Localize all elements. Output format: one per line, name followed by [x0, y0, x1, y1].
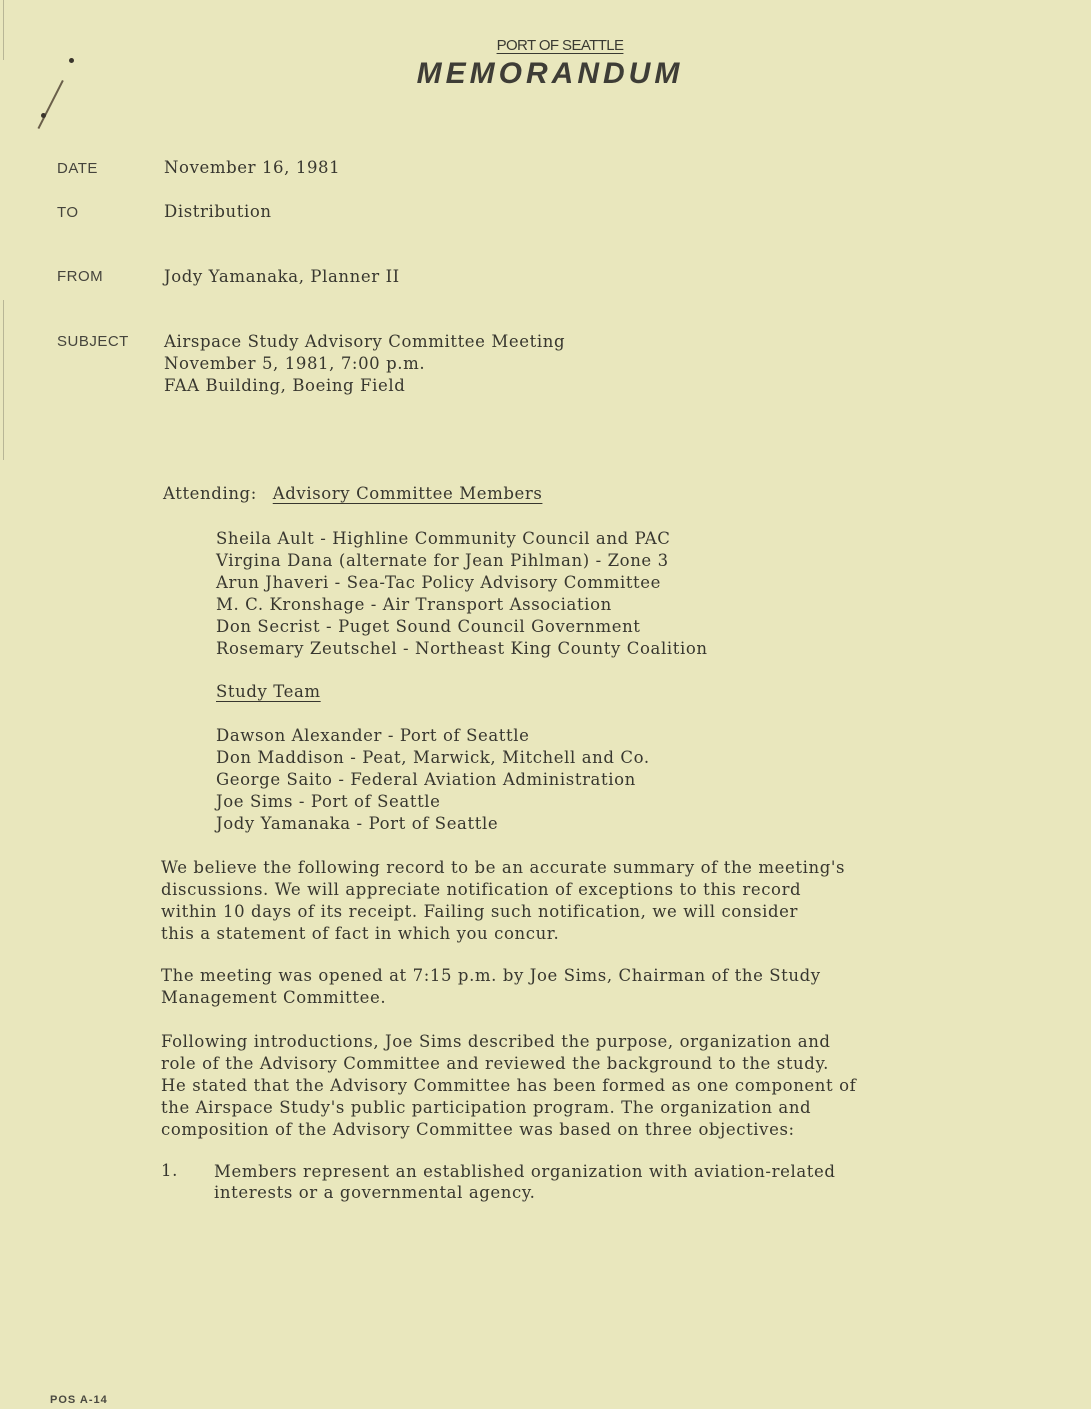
memo-title: MEMORANDUM	[416, 57, 684, 90]
list-item: George Saito - Federal Aviation Administration	[216, 770, 636, 789]
page-edge-mark	[3, 300, 4, 460]
paragraph-line: the Airspace Study's public participation program. The organization and	[161, 1098, 812, 1117]
list-item: M. C. Kronshage - Air Transport Association	[216, 595, 612, 614]
attending-label: Attending:	[163, 484, 257, 503]
paragraph-meeting-opened	[161, 965, 991, 1009]
list-item: Jody Yamanaka - Port of Seattle	[216, 814, 499, 833]
paragraph-line: Management Committee.	[161, 988, 387, 1007]
organization-name: PORT OF SEATTLE	[496, 37, 624, 54]
committee-heading: Advisory Committee Members	[272, 484, 543, 503]
list-item: Rosemary Zeutschel - Northeast King County Coalition	[216, 639, 708, 658]
list-item: Arun Jhaveri - Sea-Tac Policy Advisory Committee	[216, 573, 662, 592]
subject-label: SUBJECT	[57, 333, 129, 350]
paragraph-line: this a statement of fact in which you concur.	[161, 924, 560, 943]
paragraph-line: The meeting was opened at 7:15 p.m. by Joe Sims, Chairman of the Study	[161, 966, 821, 985]
paragraph-line: discussions. We will appreciate notification of exceptions to this record	[161, 880, 802, 899]
subject-value	[164, 331, 565, 397]
paragraph-line: within 10 days of its receipt. Failing such notification, we will consider	[161, 902, 799, 921]
paragraph-line: He stated that the Advisory Committee has been formed as one component of	[161, 1076, 857, 1095]
list-item: Virgina Dana (alternate for Jean Pihlman) - Zone 3	[216, 551, 669, 570]
subject-line: Airspace Study Advisory Committee Meeting	[164, 332, 566, 351]
objective-number: 1.	[161, 1161, 178, 1180]
subject-line: November 5, 1981, 7:00 p.m.	[164, 354, 426, 373]
objective-line: interests or a governmental agency.	[214, 1183, 536, 1202]
committee-members-list	[216, 528, 708, 660]
study-team-list	[216, 725, 650, 835]
objective-text	[214, 1161, 836, 1203]
paragraph-line: role of the Advisory Committee and reviewed the background to the study.	[161, 1054, 830, 1073]
study-team-heading: Study Team	[216, 682, 321, 701]
to-label: TO	[57, 204, 79, 221]
date-label: DATE	[57, 160, 98, 177]
paragraph-record-notice	[161, 857, 991, 945]
list-item: Don Maddison - Peat, Marwick, Mitchell and Co.	[216, 748, 650, 767]
list-item: Joe Sims - Port of Seattle	[216, 792, 441, 811]
list-item: Sheila Ault - Highline Community Council and PAC	[216, 529, 671, 548]
list-item: Dawson Alexander - Port of Seattle	[216, 726, 530, 745]
objective-line: Members represent an established organization with aviation-related	[214, 1162, 836, 1181]
paragraph-introductions	[161, 1031, 991, 1141]
to-value: Distribution	[164, 202, 272, 221]
paragraph-line: Following introductions, Joe Sims described the purpose, organization and	[161, 1032, 831, 1051]
date-value: November 16, 1981	[164, 158, 341, 177]
paragraph-line: We believe the following record to be an accurate summary of the meeting's	[161, 858, 846, 877]
from-label: FROM	[57, 268, 104, 285]
attending-row	[163, 484, 542, 503]
from-value: Jody Yamanaka, Planner II	[164, 267, 400, 286]
form-code: POS A-14	[50, 1394, 108, 1406]
subject-line: FAA Building, Boeing Field	[164, 376, 406, 395]
pen-mark-dot	[41, 113, 46, 118]
list-item: Don Secrist - Puget Sound Council Government	[216, 617, 641, 636]
paragraph-line: composition of the Advisory Committee was based on three objectives:	[161, 1120, 795, 1139]
